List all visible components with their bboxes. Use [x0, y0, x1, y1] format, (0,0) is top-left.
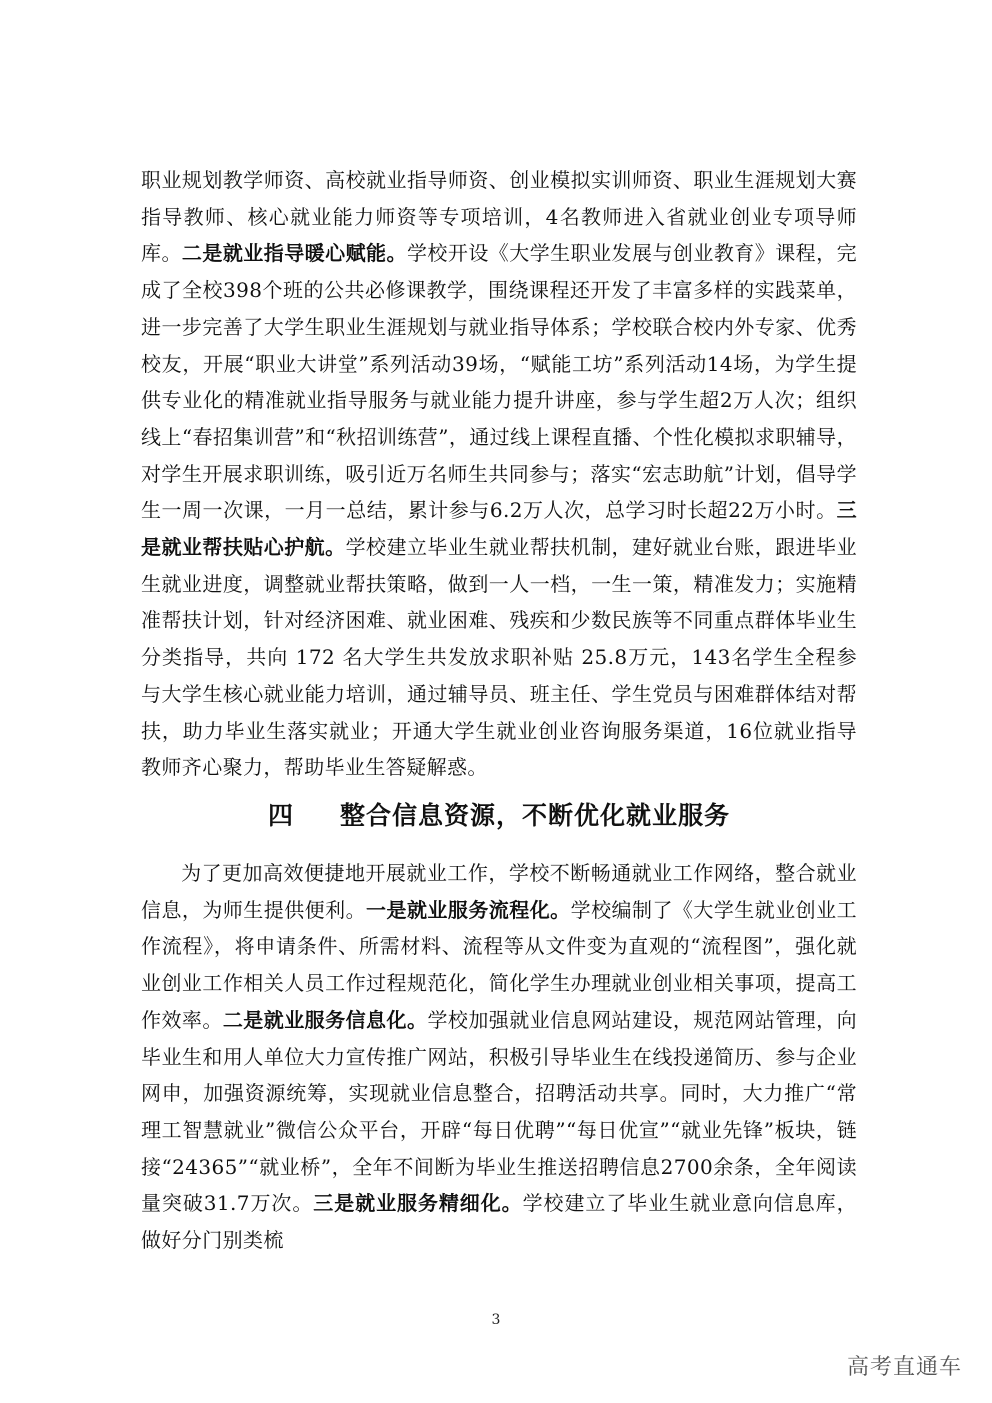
section-number: 四 [267, 801, 294, 830]
section-title: 整合信息资源，不断优化就业服务 [340, 801, 731, 830]
paragraph-text: 学校建立毕业生就业帮扶机制，建好就业台账，跟进毕业生就业进度，调整就业帮扶策略，做到一人一档，一生一策，精准发力；实施精准帮扶计划，针对经济困难、就业困难、残疾和少数民族等不同重点群体毕业生分类指导，共向 172 名大学生共发放求职补贴 25.8万元，143名学生全程参与大学生核心就业能力培训，通过辅导员、班主任、学生党员与困难群体结对帮扶，助力毕业生落实就业；开通大学生就业创业咨询服务渠道，16位就业指导教师齐心聚力，帮助毕业生答疑解惑。 [141, 535, 858, 780]
paragraph-text: 学校加强就业信息网站建设，规范网站管理，向毕业生和用人单位大力宣传推广网站，积极引导毕业生在线投递简历、参与企业网申，加强资源统筹，实现就业信息整合，招聘活动共享。同时，大力推广“常理工智慧就业”微信公众平台，开辟“每日优聘”“每日优宣”“就业先锋”板块，链接“24365”“就业桥”，全年不间断为毕业生推送招聘信息2700余条，全年阅读量突破31.7万次。 [141, 1007, 858, 1216]
bold-subheading-3: 三是就业服务精细化。 [313, 1191, 523, 1216]
page-number: 3 [491, 1312, 501, 1328]
bold-subheading-2: 二是就业指导暖心赋能。 [181, 241, 407, 266]
paragraph-text: 学校编制了《大学生就业创业工作流程》，将申请条件、所需材料、流程等从文件变为直观的“流程图”，强化就业创业工作相关人员工作过程规范化，简化学生办理就业创业相关事项，提高工作效率。 [141, 897, 857, 1032]
body-paragraph-2 [141, 855, 857, 1259]
bold-subheading-2: 二是就业服务信息化。 [222, 1007, 428, 1032]
paragraph-text: 为了更加高效便捷地开展就业工作，学校不断畅通就业工作网络，整合就业信息，为师生提供便利。 [141, 861, 857, 922]
section-heading [141, 796, 857, 836]
paragraph-text: 学校建立了毕业生就业意向信息库，做好分门别类梳 [141, 1191, 858, 1253]
paragraph-text: 职业规划教学师资、高校就业指导师资、创业模拟实训师资、职业生涯规划大赛指导教师、核心就业能力师资等专项培训，4名教师进入省就业创业专项导师库。 [141, 168, 857, 266]
bold-subheading-3: 三是就业帮扶贴心护航。 [141, 498, 857, 560]
paragraph-text: 学校开设《大学生职业发展与创业教育》课程，完成了全校398个班的公共必修课教学，围绕课程还开发了丰富多样的实践菜单，进一步完善了大学生职业生涯规划与就业指导体系；学校联合校内外专家、优秀校友，开展“职业大讲堂”系列活动39场，“赋能工坊”系列活动14场，为学生提供专业化的精准就业指导服务与就业能力提升讲座，参与学生超2万人次；组织线上“春招集训营”和“秋招训练营”，通过线上课程直播、个性化模拟求职辅导，对学生开展求职训练，吸引近万名师生共同参与；落实“宏志助航”计划，倡导学生一周一次课，一月一总结，累计参与6.2万人次，总学习时长超22万小时。 [141, 241, 857, 523]
body-paragraph-1 [141, 162, 857, 786]
watermark: 高考直通车 [846, 1355, 962, 1380]
bold-subheading-1: 一是就业服务流程化。 [366, 897, 571, 922]
